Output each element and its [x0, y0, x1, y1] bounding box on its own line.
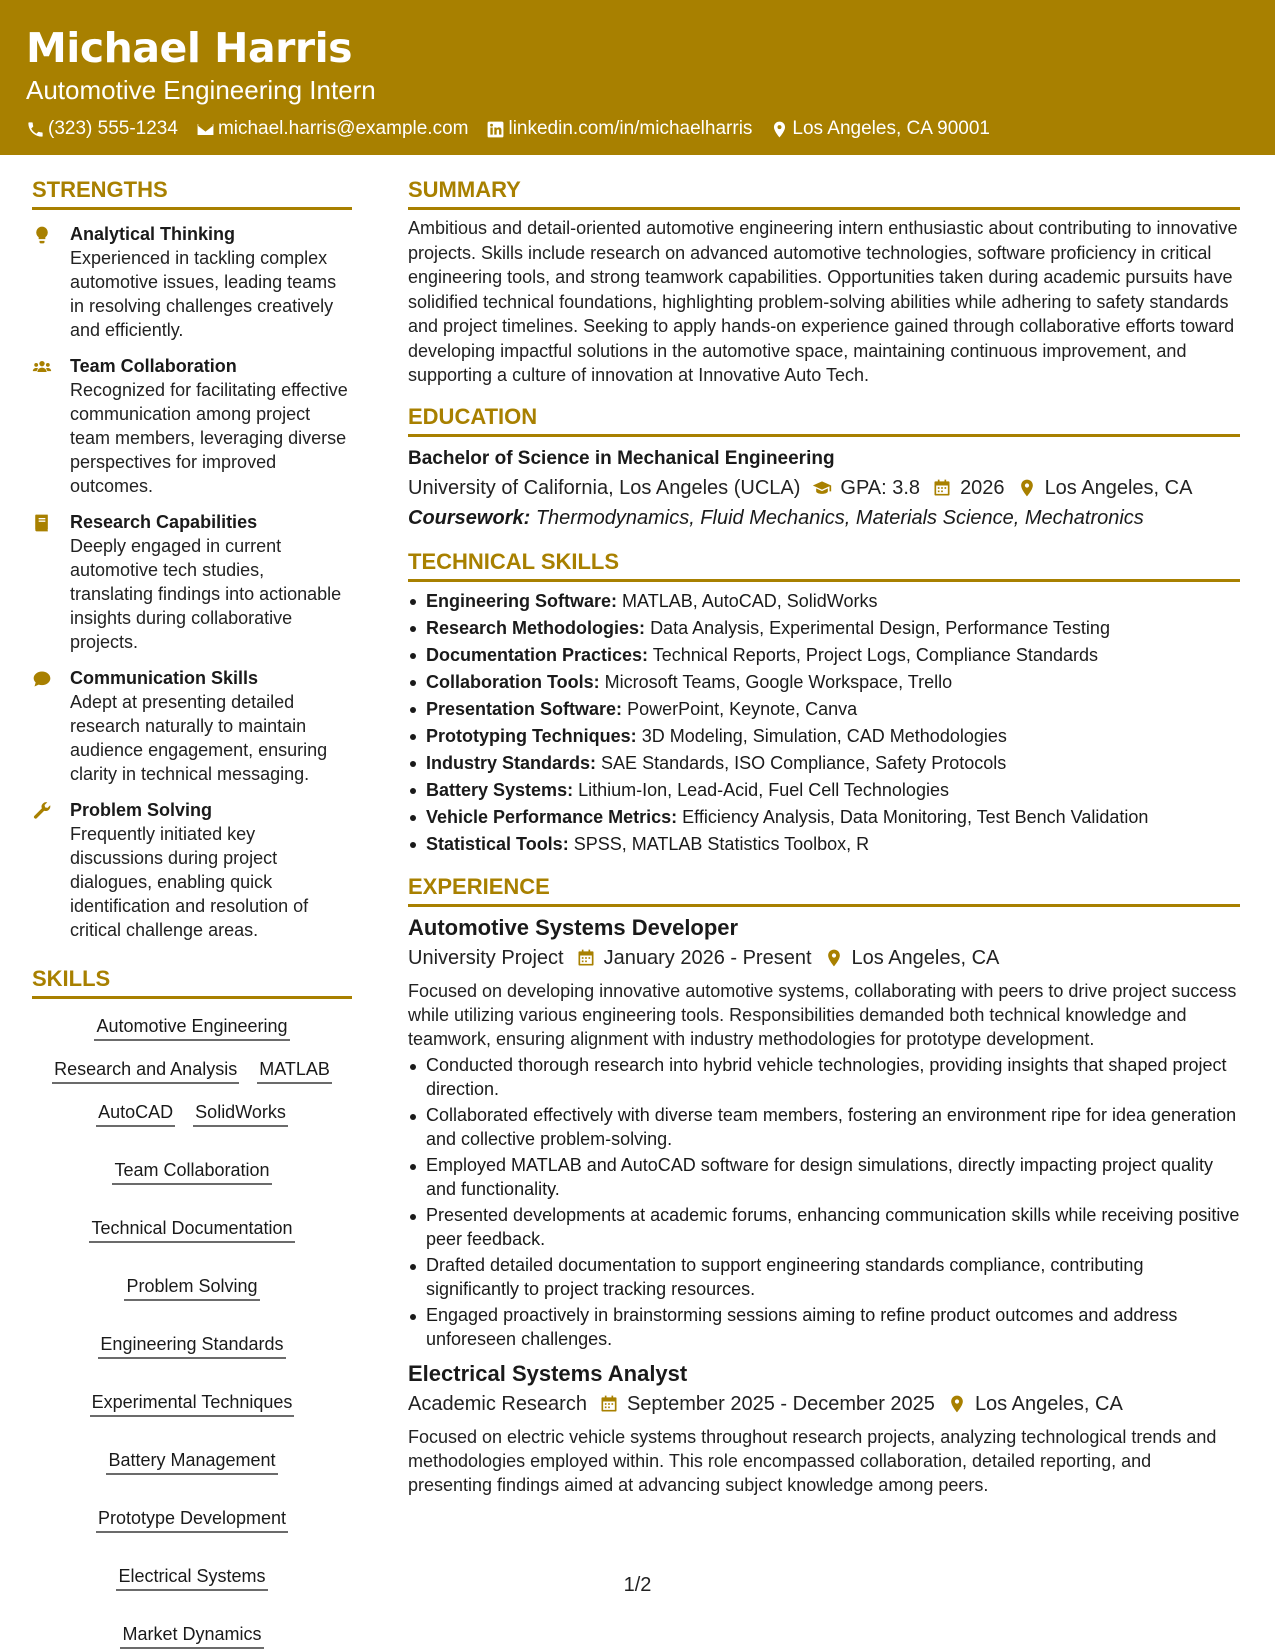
linkedin-text: linkedin.com/in/michaelharris — [508, 118, 753, 139]
coursework-line — [408, 503, 1240, 533]
strength-desc: Recognized for facilitating effective communication among project team members, leveraging diverse perspectives for improved outcomes. — [70, 380, 348, 496]
list-item: Conducted thorough research into hybrid vehicle technologies, providing insights that shaped project direction. — [408, 1053, 1240, 1101]
list-item — [408, 588, 1240, 615]
school-name: University of California, Los Angeles (UCLA) — [408, 476, 801, 499]
users-icon — [32, 357, 52, 377]
list-item — [408, 696, 1240, 723]
list-item — [408, 615, 1240, 642]
list-item — [408, 669, 1240, 696]
skill-values: PowerPoint, Keynote, Canva — [627, 698, 858, 719]
skill-values: Technical Reports, Project Logs, Compliance Standards — [652, 644, 1098, 665]
job-dates: September 2025 - December 2025 — [626, 1392, 935, 1415]
skill-values: Efficiency Analysis, Data Monitoring, Test Bench Validation — [682, 806, 1149, 827]
candidate-title: Automotive Engineering Intern — [26, 75, 376, 105]
contact-email[interactable] — [196, 118, 469, 140]
degree-title: Bachelor of Science in Mechanical Engineering — [408, 447, 835, 469]
skill-category: Research Methodologies: — [426, 617, 646, 638]
map-pin-icon — [1017, 478, 1037, 498]
technical-skills-list — [408, 588, 1240, 858]
strength-item — [32, 222, 352, 342]
job-entry — [408, 913, 1240, 1351]
right-column — [408, 175, 1240, 1497]
skills-list — [32, 1013, 352, 1649]
education-location: Los Angeles, CA — [1044, 476, 1193, 499]
skill-values: Lithium-Ion, Lead-Acid, Fuel Cell Technologies — [578, 779, 949, 800]
skill-category: Prototyping Techniques: — [426, 725, 637, 746]
strength-title: Analytical Thinking — [70, 224, 236, 244]
contact-phone[interactable] — [26, 118, 178, 140]
job-dates: January 2026 - Present — [603, 946, 812, 969]
location-text: Los Angeles, CA 90001 — [792, 118, 990, 139]
skill-category: Engineering Software: — [426, 590, 618, 611]
lightbulb-icon — [32, 225, 52, 245]
list-item — [408, 723, 1240, 750]
skill-values: 3D Modeling, Simulation, CAD Methodologies — [641, 725, 1007, 746]
job-bullets — [408, 1053, 1240, 1351]
strength-desc: Frequently initiated key discussions during project dialogues, enabling quick identification and resolution of critical challenge areas. — [70, 824, 309, 940]
calendar-icon — [599, 1394, 619, 1414]
skill-values: SPSS, MATLAB Statistics Toolbox, R — [573, 833, 870, 854]
strength-desc: Experienced in tackling complex automotive issues, leading teams in resolving challenges creatively and efficiently. — [70, 248, 337, 340]
graduation-cap-icon — [812, 478, 832, 498]
linkedin-icon — [486, 120, 505, 139]
skill-tag: Experimental Techniques — [90, 1389, 295, 1417]
list-item — [408, 750, 1240, 777]
skill-tag: Battery Management — [106, 1447, 277, 1475]
job-location: Los Angeles, CA — [974, 1392, 1123, 1415]
skill-category: Vehicle Performance Metrics: — [426, 806, 678, 827]
list-item: Collaborated effectively with diverse team members, fostering an environment ripe for idea generation and collective problem-solving. — [408, 1103, 1240, 1151]
skill-category: Documentation Practices: — [426, 644, 649, 665]
calendar-icon — [932, 478, 952, 498]
strength-title: Problem Solving — [70, 800, 213, 820]
job-org: Academic Research — [408, 1392, 587, 1415]
strength-item — [32, 510, 352, 654]
contact-location — [770, 118, 990, 140]
graduation-year: 2026 — [960, 476, 1005, 499]
strength-title: Research Capabilities — [70, 512, 258, 532]
education-meta — [408, 473, 1240, 503]
map-pin-icon — [824, 948, 844, 968]
strengths-list — [32, 222, 352, 942]
job-description: Focused on developing innovative automotive systems, collaborating with peers to drive project success while utilizing various engineering tools. Responsibilities demanded both technical knowledge and teamwork, ensuring alignment with industry methodologies for prototype development. — [408, 980, 1237, 1049]
book-icon — [32, 513, 52, 533]
skill-tag: Prototype Development — [96, 1505, 288, 1533]
list-item: Engaged proactively in brainstorming sessions aiming to refine product outcomes and address unforeseen challenges. — [408, 1303, 1240, 1351]
skills-heading: SKILLS — [32, 964, 352, 999]
skill-category: Battery Systems: — [426, 779, 574, 800]
job-description: Focused on electric vehicle systems throughout research projects, analyzing technological trends and methodologies employed within. This role encompassed collaboration, detailed reporting, and presenting findings aimed at advancing subject knowledge among peers. — [408, 1426, 1217, 1495]
strength-item — [32, 666, 352, 786]
strength-title: Team Collaboration — [70, 356, 237, 376]
list-item — [408, 777, 1240, 804]
skill-values: Data Analysis, Experimental Design, Performance Testing — [650, 617, 1110, 638]
skill-category: Statistical Tools: — [426, 833, 569, 854]
skill-tag: Automotive Engineering — [94, 1013, 289, 1041]
summary-heading: SUMMARY — [408, 175, 1240, 210]
phone-text: (323) 555-1234 — [48, 118, 178, 139]
resume-header — [0, 0, 1275, 155]
skill-values: MATLAB, AutoCAD, SolidWorks — [622, 590, 878, 611]
skill-values: Microsoft Teams, Google Workspace, Trello — [604, 671, 953, 692]
candidate-name: Michael Harris — [26, 24, 353, 72]
list-item — [408, 831, 1240, 858]
calendar-icon — [576, 948, 596, 968]
list-item — [408, 642, 1240, 669]
map-pin-icon — [947, 1394, 967, 1414]
contact-linkedin[interactable] — [486, 118, 752, 140]
coursework-list: Thermodynamics, Fluid Mechanics, Materials Science, Mechatronics — [535, 506, 1144, 529]
skill-category: Industry Standards: — [426, 752, 597, 773]
email-text: michael.harris@example.com — [217, 118, 469, 139]
job-org: University Project — [408, 946, 564, 969]
experience-heading: EXPERIENCE — [408, 872, 1240, 907]
strengths-heading: STRENGTHS — [32, 175, 352, 210]
job-meta — [408, 943, 1240, 973]
strength-desc: Deeply engaged in current automotive tech studies, translating findings into actionable insights during collaborative projects. — [70, 536, 342, 652]
strength-item — [32, 354, 352, 498]
skill-category: Collaboration Tools: — [426, 671, 600, 692]
skill-values: SAE Standards, ISO Compliance, Safety Protocols — [601, 752, 1007, 773]
skill-category: Presentation Software: — [426, 698, 623, 719]
coursework-label: Coursework: — [408, 506, 531, 529]
skill-tag: SolidWorks — [193, 1099, 288, 1127]
skill-tag: Market Dynamics — [120, 1621, 263, 1649]
job-title: Automotive Systems Developer — [408, 914, 739, 940]
comment-icon — [32, 669, 52, 689]
strength-desc: Adept at presenting detailed research naturally to maintain audience engagement, ensuring clarity in technical messaging. — [70, 692, 328, 784]
wrench-icon — [32, 801, 52, 821]
job-entry — [408, 1359, 1240, 1497]
technical-skills-heading: TECHNICAL SKILLS — [408, 547, 1240, 582]
list-item — [408, 804, 1240, 831]
contact-bar — [26, 118, 1249, 140]
skill-tag: Technical Documentation — [89, 1215, 294, 1243]
job-meta — [408, 1389, 1240, 1419]
list-item: Employed MATLAB and AutoCAD software for design simulations, directly impacting project quality and functionality. — [408, 1153, 1240, 1201]
strength-item — [32, 798, 352, 942]
skill-tag: Electrical Systems — [116, 1563, 267, 1591]
skill-tag: Team Collaboration — [112, 1157, 271, 1185]
left-column — [32, 175, 352, 1649]
education-heading: EDUCATION — [408, 402, 1240, 437]
phone-icon — [26, 120, 45, 139]
job-location: Los Angeles, CA — [851, 946, 1000, 969]
skill-tag: Engineering Standards — [98, 1331, 285, 1359]
skill-tag: Research and Analysis — [52, 1056, 239, 1084]
page-number: 1/2 — [623, 1574, 652, 1596]
strength-title: Communication Skills — [70, 668, 259, 688]
map-pin-icon — [770, 120, 789, 139]
list-item: Drafted detailed documentation to support engineering standards compliance, contributing significantly to project tracking resources. — [408, 1253, 1240, 1301]
list-item: Presented developments at academic forums, enhancing communication skills while receiving positive peer feedback. — [408, 1203, 1240, 1251]
gpa-text: GPA: 3.8 — [840, 476, 921, 499]
skill-tag: AutoCAD — [96, 1099, 175, 1127]
summary-text: Ambitious and detail-oriented automotive engineering intern enthusiastic about contributing to innovative projects. Skills include research on advanced automotive technologies, software proficiency in critical engineering tools, and strong teamwork capabilities. Opportunities taken during academic pursuits have solidified technical foundations, highlighting problem-solving abilities while adhering to safety standards and project timelines. Seeking to apply hands-on experience gained through collaborative efforts toward developing impactful solutions in the automotive space, maintaining continuous improvement, and supporting a culture of innovation at Innovative Auto Tech. — [408, 218, 1238, 385]
skill-tag: Problem Solving — [124, 1273, 259, 1301]
skill-tag: MATLAB — [257, 1056, 332, 1084]
envelope-icon — [196, 120, 215, 139]
job-title: Electrical Systems Analyst — [408, 1360, 688, 1386]
